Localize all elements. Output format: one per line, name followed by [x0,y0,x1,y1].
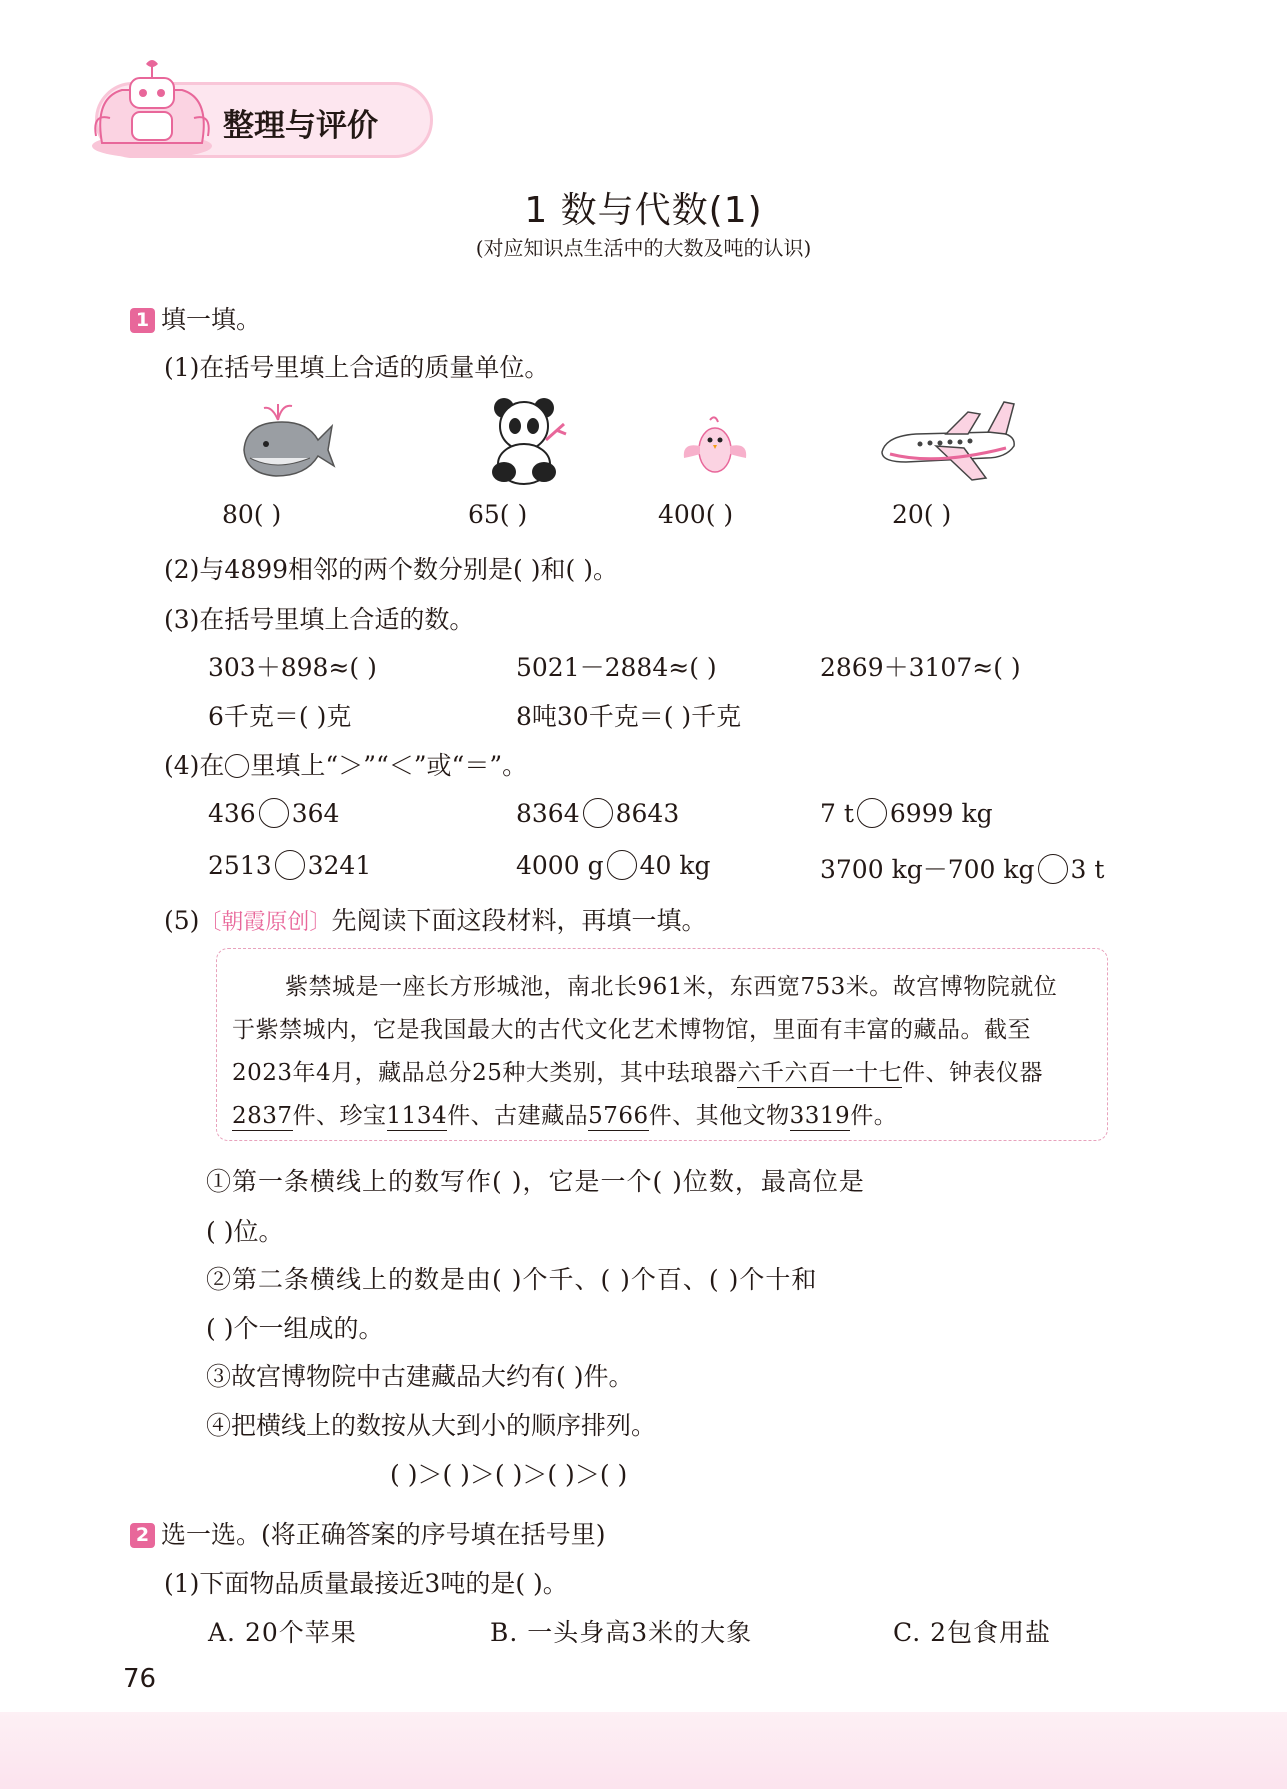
q1-p5-sub2-line2[interactable]: ( )个一组成的。 [206,1314,384,1343]
q1-p5-order-blanks[interactable]: ( )＞( )＞( )＞( )＞( ) [390,1460,628,1489]
compare-circle-icon[interactable] [583,798,613,828]
q2-option-a[interactable]: A. 20个苹果 [208,1618,357,1647]
reading-line-2: 于紫禁城内，它是我国最大的古代文化艺术博物馆，里面有丰富的藏品。截至 [232,1017,1031,1043]
q1-p5-label-a: (5) [164,906,200,935]
compare-left: 3700 kg－700 kg [820,855,1035,884]
q1-p3-expr-5[interactable]: 8吨30千克＝( )千克 [516,702,742,731]
compare-right: 3 t [1070,855,1105,884]
page-title: 1 数与代数(1) [524,190,763,231]
question-1-text: 填一填。 [161,305,262,334]
question-number-badge: 2 [130,1523,155,1548]
q1-p5-label-b: 先阅读下面这段材料，再填一填。 [331,906,707,935]
robot-mascot-icon [82,58,222,162]
reading-text: 件、钟表仪器 [901,1060,1043,1086]
q1-p3-expr-2[interactable]: 5021－2884≈( ) [516,653,717,682]
underlined-number: 3319 [789,1103,851,1129]
reading-text: 2023年4月，藏品总分25种大类别，其中珐琅器 [232,1060,738,1086]
underlined-number: 六千六百一十七 [737,1060,902,1086]
q1-p3-expr-3[interactable]: 2869＋3107≈( ) [820,653,1021,682]
reading-line-3 [232,1054,1043,1087]
compare-item-4 [208,850,371,880]
q1-unit-blank-2[interactable]: 65( ) [468,500,528,529]
q1-p4-label-a: (4)在 [164,751,225,780]
q1-part3-label: (3)在括号里填上合适的数。 [164,605,475,634]
q1-unit-blank-4[interactable]: 20( ) [892,500,952,529]
compare-right: 3241 [307,851,372,880]
panda-icon [486,394,570,486]
page-number: 76 [123,1664,157,1694]
airplane-icon [876,396,1024,486]
compare-item-5 [516,850,711,880]
question-2-heading [130,1515,606,1551]
compare-item-1 [208,798,339,828]
reading-text: 件。 [850,1103,898,1129]
question-number-badge: 1 [130,308,155,333]
compare-left: 7 t [820,799,854,828]
underlined-number: 2837 [232,1103,293,1129]
compare-right: 6999 kg [889,799,993,828]
compare-item-3 [820,798,993,828]
q1-p5-sub1-line1[interactable]: ①第一条横线上的数写作( )，它是一个( )位数，最高位是 [206,1167,865,1196]
compare-circle-icon [225,754,249,778]
compare-circle-icon[interactable] [607,850,637,880]
page-subtitle: (对应知识点生活中的大数及吨的认识) [475,236,812,260]
compare-circle-icon[interactable] [275,850,305,880]
bird-icon [680,414,750,480]
q1-p5-sub3[interactable]: ③故宫博物院中古建藏品大约有( )件。 [206,1362,634,1391]
q1-p3-expr-4[interactable]: 6千克＝( )克 [208,702,352,731]
q2-option-b[interactable]: B. 一头身高3米的大象 [490,1618,753,1647]
q1-p5-sub4: ④把横线上的数按从大到小的顺序排列。 [206,1411,657,1440]
compare-right: 8643 [615,799,680,828]
reading-text: 件、其他文物 [648,1103,790,1129]
compare-circle-icon[interactable] [857,798,887,828]
q1-part1-label: (1)在括号里填上合适的质量单位。 [164,353,550,382]
q1-p4-label-b: 里填上“＞”“＜”或“＝”。 [250,751,528,780]
compare-left: 2513 [208,851,272,880]
compare-right: 364 [291,799,340,828]
q1-part4-label [164,746,527,782]
compare-right: 40 kg [639,851,711,880]
reading-line-4 [232,1097,897,1130]
compare-left: 436 [208,799,256,828]
q1-part5-label [164,901,706,937]
q1-unit-blank-3[interactable]: 400( ) [658,500,734,529]
q1-p5-sub2-line1[interactable]: ②第二条横线上的数是由( )个千、( )个百、( )个十和 [206,1265,818,1294]
underlined-number: 1134 [386,1103,448,1129]
compare-left: 8364 [516,799,580,828]
compare-item-2 [516,798,679,828]
whale-icon [236,400,336,482]
underlined-number: 5766 [588,1103,649,1129]
q1-part2: (2)与4899相邻的两个数分别是( )和( )。 [164,555,618,584]
reading-text: 件、古建藏品 [447,1103,589,1129]
original-tag: 〔朝霞原创〕 [199,910,332,935]
compare-circle-icon[interactable] [259,798,289,828]
footer-band [0,1712,1287,1789]
reading-line-1: 紫禁城是一座长方形城池，南北长961米，东西宽753米。故宫博物院就位 [285,974,1058,1000]
reading-text: 件、珍宝 [292,1103,387,1129]
q2-option-c[interactable]: C. 2包食用盐 [893,1618,1052,1647]
compare-circle-icon[interactable] [1038,854,1068,884]
compare-left: 4000 g [516,851,604,880]
q1-p5-sub1-line2[interactable]: ( )位。 [206,1217,284,1246]
q2-part1-label[interactable]: (1)下面物品质量最接近3吨的是( )。 [164,1569,568,1598]
section-badge-label: 整理与评价 [223,108,378,144]
question-2-text: 选一选。(将正确答案的序号填在括号里) [161,1520,606,1549]
question-1-heading [130,300,261,336]
q1-p3-expr-1[interactable]: 303＋898≈( ) [208,653,377,682]
compare-item-6 [820,850,1104,886]
q1-unit-blank-1[interactable]: 80( ) [222,500,282,529]
